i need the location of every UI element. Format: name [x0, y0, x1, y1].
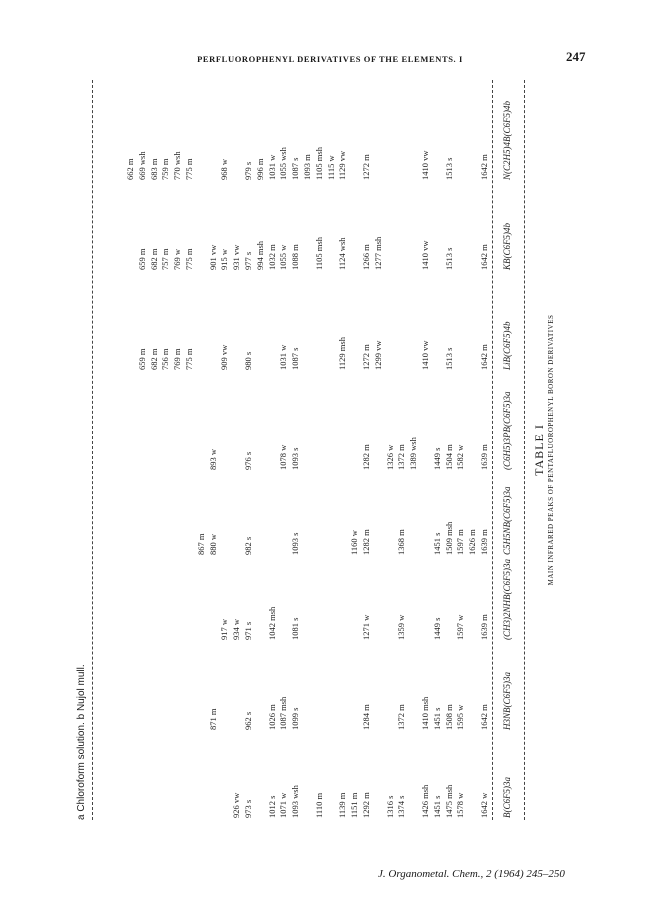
table-cell: 1151 m — [349, 792, 360, 818]
table-cell: 1475 msh — [443, 784, 454, 818]
page-number: 247 — [566, 49, 586, 64]
table-cell: 1105 msh — [313, 147, 324, 180]
rotated-table-area — [62, 70, 602, 830]
table-cell: 926 vw — [231, 792, 242, 818]
table-cell: 1372 m — [396, 704, 407, 730]
table-cell: 1282 m — [361, 444, 371, 470]
table-cell: 1509 msh — [443, 521, 454, 555]
table-cell: 1597 w — [455, 614, 466, 640]
table-cell: 1639 m — [479, 529, 489, 555]
table-cell: 1042 msh — [266, 606, 277, 640]
table-cell: 1299 vw — [372, 340, 383, 370]
journal-citation: J. Organometal. Chem., 2 (1964) 245–250 — [378, 868, 565, 880]
table-cell: 1087 s — [290, 347, 301, 370]
table-header-rule — [492, 80, 493, 820]
table-cell: 1266 m — [361, 244, 371, 270]
table-cell: 1642 w — [479, 792, 489, 818]
table-cell: 1088 m — [290, 244, 301, 270]
table-cell: 1326 w — [384, 444, 395, 470]
column-header: KB(C6F5)4b — [502, 223, 512, 270]
table-cell: 662 m — [125, 158, 135, 180]
table-cell: 880 w — [207, 533, 218, 555]
running-head: PERFLUOROPHENYL DERIVATIVES OF THE ELEMENTS. I — [197, 54, 463, 64]
table-cell: 977 s — [243, 251, 253, 270]
table-cell: 682 m — [148, 348, 159, 370]
table-cell: 1504 m — [443, 444, 454, 470]
table-cell: 1426 msh — [420, 784, 430, 818]
column-header: N(C2H5)4B(C6F5)4b — [502, 101, 512, 180]
table-cell: 1410 vw — [420, 150, 430, 180]
table-cell: 775 m — [184, 158, 194, 180]
column-header: H3NB(C6F5)3a — [502, 672, 512, 730]
table-cell: 917 w — [219, 618, 230, 640]
table-cell: 1642 m — [479, 344, 489, 370]
table-cell: 1129 msh — [337, 337, 348, 370]
column-header: (C6H5)3PB(C6F5)3a — [502, 391, 512, 470]
table-cell: 893 w — [207, 448, 218, 470]
table-cell: 1642 m — [479, 244, 489, 270]
table-cell: 1093 m — [302, 154, 312, 180]
table-cell: 1513 s — [443, 247, 454, 270]
table-cell: 1093 s — [290, 447, 301, 470]
column-header: (CH3)2NHB(C6F5)3a — [502, 559, 512, 640]
table-cell: 1578 w — [455, 792, 466, 818]
table-label: TABLE I — [532, 424, 546, 476]
table-cell: 1389 wsh — [408, 437, 419, 470]
table-cell: 1508 m — [443, 704, 454, 730]
table-cell: 1359 w — [396, 614, 407, 640]
column-header: B(C6F5)3a — [502, 777, 512, 818]
table-cell: 756 m — [160, 348, 171, 370]
table-cell: 996 m — [254, 158, 265, 180]
table-cell: 1282 m — [361, 529, 371, 555]
table-cell: 1055 w — [278, 244, 289, 270]
table-cell: 1124 wsh — [337, 237, 348, 270]
table-cell: 867 m — [195, 533, 206, 555]
table-cell: 1271 w — [361, 614, 371, 640]
table-cell: 1451 s — [431, 707, 442, 730]
table-cell: 769 w — [172, 248, 183, 270]
table — [62, 70, 602, 830]
table-cell: 769 m — [172, 348, 183, 370]
table-cell: 1451 s — [431, 795, 442, 818]
table-cell: 1639 m — [479, 614, 489, 640]
column-header: LiB(C6F5)4b — [502, 321, 512, 370]
table-cell: 1597 m — [455, 529, 466, 555]
table-cell: 1031 w — [278, 344, 289, 370]
table-cell: 1513 s — [443, 157, 454, 180]
table-cell: 659 m — [136, 348, 147, 370]
table-cell: 1626 m — [467, 529, 478, 555]
table-cell: 1316 s — [384, 795, 395, 818]
table-caption: MAIN INFRARED PEAKS OF PENTAFLUOROPHENYL BORON DERIVATIVES — [547, 314, 555, 586]
table-cell: 757 m — [160, 248, 171, 270]
table-cell: 683 m — [148, 158, 159, 180]
table-cell: 871 m — [207, 708, 218, 730]
table-cell: 1032 m — [266, 244, 277, 270]
table-cell: 1012 s — [266, 795, 277, 818]
table-cell: 979 s — [243, 161, 253, 180]
table-cell: 1368 m — [396, 529, 407, 555]
table-cell: 1410 vw — [420, 340, 430, 370]
table-cell: 775 m — [184, 248, 194, 270]
table-cell: 980 s — [243, 351, 253, 370]
table-cell: 1410 vw — [420, 240, 430, 270]
table-cell: 909 vw — [219, 344, 230, 370]
table-cell: 759 m — [160, 158, 171, 180]
table-cell: 1087 msh — [278, 696, 289, 730]
table-cell: 1595 w — [455, 704, 466, 730]
table-cell: 982 s — [243, 536, 253, 555]
table-cell: 1292 m — [361, 792, 371, 818]
table-cell: 1642 m — [479, 154, 489, 180]
table-cell: 682 m — [148, 248, 159, 270]
table-cell: 1093 wsh — [290, 785, 301, 818]
table-top-rule — [524, 80, 525, 820]
table-cell: 973 s — [243, 799, 253, 818]
table-cell: 1160 w — [349, 530, 360, 555]
table-cell: 1410 msh — [420, 696, 430, 730]
table-cell: 1093 s — [290, 532, 301, 555]
table-cell: 1642 m — [479, 704, 489, 730]
table-cell: 1582 w — [455, 444, 466, 470]
table-bottom-rule — [92, 80, 93, 820]
table-cell: 1449 s — [431, 447, 442, 470]
table-footnote: a Chloroform solution. b Nujol mull. — [76, 664, 87, 820]
table-cell: 901 vw — [207, 244, 218, 270]
table-cell: 1374 s — [396, 795, 407, 818]
table-cell: 971 s — [243, 621, 253, 640]
table-cell: 1105 msh — [313, 237, 324, 270]
table-cell: 1639 m — [479, 444, 489, 470]
table-cell: 669 wsh — [136, 151, 147, 180]
table-cell: 775 m — [184, 348, 194, 370]
table-cell: 1372 m — [396, 444, 407, 470]
table-cell: 1129 vw — [337, 150, 348, 180]
table-cell: 1272 m — [361, 344, 371, 370]
table-cell: 962 s — [243, 711, 253, 730]
table-cell: 1087 s — [290, 157, 301, 180]
table-cell: 1110 m — [313, 792, 324, 818]
table-cell: 1272 m — [361, 154, 371, 180]
table-cell: 931 vw — [231, 244, 242, 270]
table-cell: 1277 msh — [372, 236, 383, 270]
table-cell: 915 w — [219, 248, 230, 270]
table-cell: 1139 m — [337, 792, 348, 818]
table-cell: 1078 w — [278, 444, 289, 470]
table-cell: 1071 w — [278, 792, 289, 818]
table-cell: 659 m — [136, 248, 147, 270]
table-cell: 1284 m — [361, 704, 371, 730]
table-cell: 1451 s — [431, 532, 442, 555]
table-cell: 934 w — [231, 618, 242, 640]
table-cell: 976 s — [243, 451, 253, 470]
table-cell: 770 wsh — [172, 151, 183, 180]
table-cell: 994 msh — [254, 240, 265, 270]
table-cell: 1449 s — [431, 617, 442, 640]
table-cell: 968 w — [219, 158, 230, 180]
column-header: C5H5NB(C6F5)3a — [502, 486, 512, 555]
table-cell: 1031 w — [266, 154, 277, 180]
table-cell: 1513 s — [443, 347, 454, 370]
table-cell: 1055 wsh — [278, 147, 289, 180]
table-cell: 1099 s — [290, 707, 301, 730]
table-cell: 1081 s — [290, 617, 301, 640]
table-cell: 1115 w — [325, 155, 336, 180]
table-cell: 1026 m — [266, 704, 277, 730]
